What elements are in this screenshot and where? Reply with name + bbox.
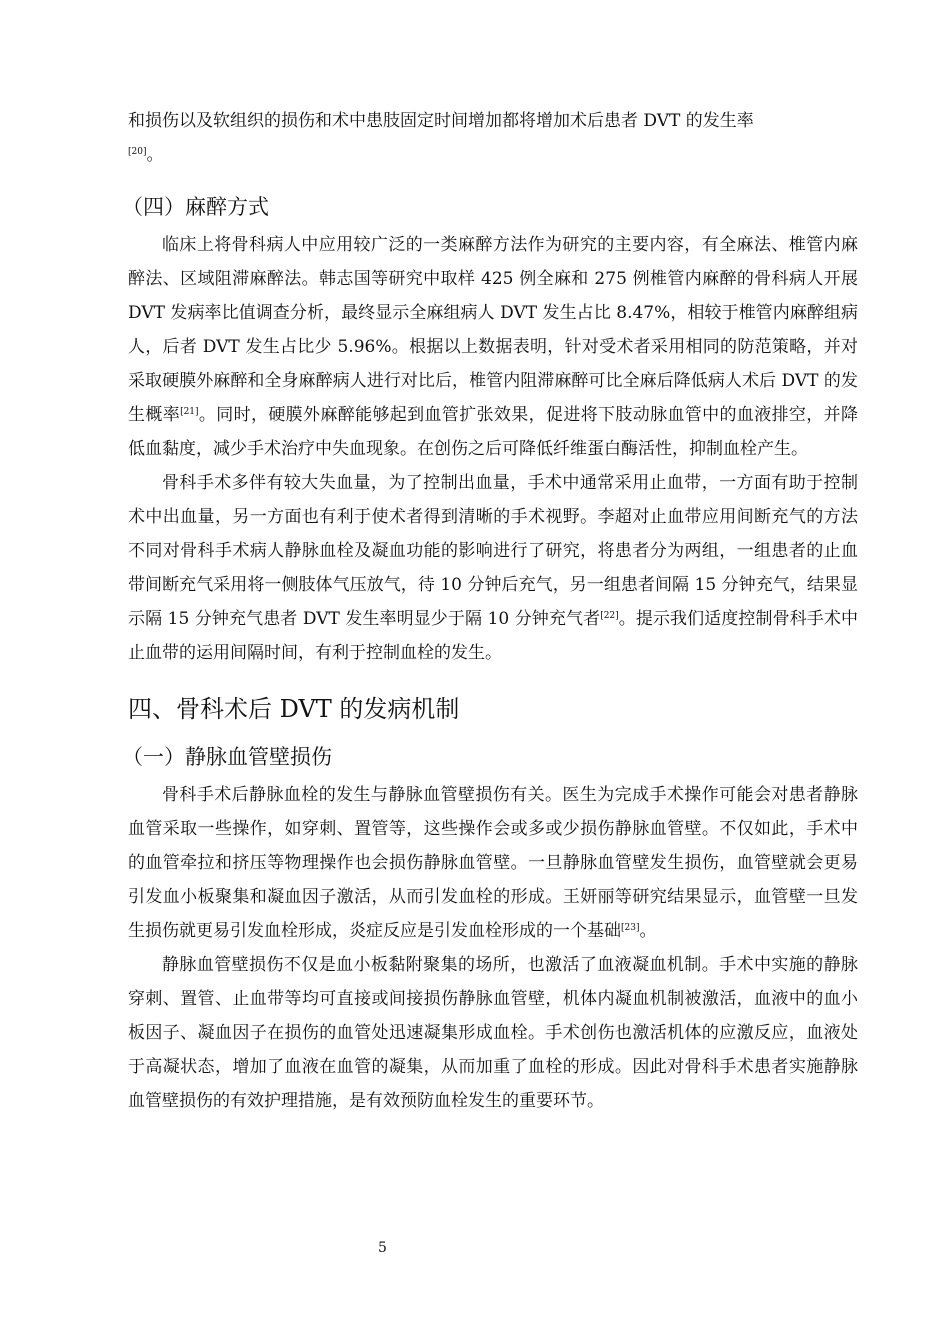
paragraph-text: 骨科手术后静脉血栓的发生与静脉血管壁损伤有关。医生为完成手术操作可能会对患者静脉血管采取一些操作，如穿刺、置管等，这些操作会或多或少损伤静脉血管壁。不仅如此，手术中的血管牵拉和挤压等物理操作也会损伤静脉血管壁。一旦静脉血管壁发生损伤，血管壁就会更易引发血小板聚集和凝血因子激活，从而引发血栓的形成。王妍丽等研究结果显示，血管壁一旦发生损伤就更易引发血栓形成，炎症反应是引发血栓形成的一个基础 xyxy=(128,785,858,941)
page-number: 5 xyxy=(378,1240,387,1256)
paragraph-anesthesia-1 xyxy=(128,228,858,466)
paragraph-text: 临床上将骨科病人中应用较广泛的一类麻醉方法作为研究的主要内容，有全麻法、椎管内麻醉法、区域阻滞麻醉法。韩志国等研究中取样 425 例全麻和 275 例椎管内麻醉的骨科病人开展 DVT 发病率比值调查分析，最终显示全麻组病人 DVT 发生占比 8.47%，相较于椎管内麻醉组病人，后者 DVT 发生占比少 5.96%。根据以上数据表明，针对受术者采用相同的防范策略，并对采取硬膜外麻醉和全身麻醉病人进行对比后，椎管内阻滞麻醉可比全麻后降低病人术后 DVT 的发生概率 xyxy=(128,235,858,425)
citation: [21] xyxy=(180,407,199,417)
citation: [20] xyxy=(128,147,147,157)
citation: [22] xyxy=(600,611,619,621)
page-body xyxy=(122,104,858,1118)
paragraph-text: 。提示我们适度控制骨科手术中止血带的运用间隔时间，有利于控制血栓的发生。 xyxy=(128,609,858,663)
paragraph-text: 。 xyxy=(639,921,657,941)
continuation-paragraph xyxy=(128,104,858,172)
chapter-heading-mechanism: 四、骨科术后 DVT 的发病机制 xyxy=(128,695,460,723)
citation: [23] xyxy=(621,923,640,933)
continuation-end: 。 xyxy=(146,145,164,165)
continuation-text: 和损伤以及软组织的损伤和术中患肢固定时间增加都将增加术后患者 DVT 的发生率 xyxy=(128,111,754,131)
paragraph-vessel-2: 静脉血管壁损伤不仅是血小板黏附聚集的场所，也激活了血液凝血机制。手术中实施的静脉穿刺、置管、止血带等均可直接或间接损伤静脉血管壁，机体内凝血机制被激活，血液中的血小板因子、凝血因子在损伤的血管处迅速凝集形成血栓。手术创伤也激活机体的应激反应，血液处于高凝状态，增加了血液在血管的凝集，从而加重了血栓的形成。因此对骨科手术患者实施静脉血管壁损伤的有效护理措施，是有效预防血栓发生的重要环节。 xyxy=(128,955,858,1111)
section-heading-anesthesia: （四）麻醉方式 xyxy=(122,195,269,219)
paragraph-vessel-1 xyxy=(128,778,858,948)
paragraph-text: 。同时，硬膜外麻醉能够起到血管扩张效果，促进将下肢动脉血管中的血液排空，并降低血黏度，减少手术治疗中失血现象。在创伤之后可降低纤维蛋白酶活性，抑制血栓产生。 xyxy=(128,405,858,459)
paragraph-anesthesia-2 xyxy=(128,466,858,670)
section-heading-vessel-injury: （一）静脉血管壁损伤 xyxy=(122,745,332,769)
paragraph-text: 骨科手术多伴有较大失血量，为了控制出血量，手术中通常采用止血带，一方面有助于控制术中出血量，另一方面也有利于使术者得到清晰的手术视野。李超对止血带应用间断充气的方法不同对骨科手术病人静脉血栓及凝血功能的影响进行了研究，将患者分为两组，一组患者的止血带间断充气采用将一侧肢体气压放气，待 10 分钟后充气，另一组患者间隔 15 分钟充气，结果显示隔 15 分钟充气患者 DVT 发生率明显少于隔 10 分钟充气者 xyxy=(128,473,858,629)
